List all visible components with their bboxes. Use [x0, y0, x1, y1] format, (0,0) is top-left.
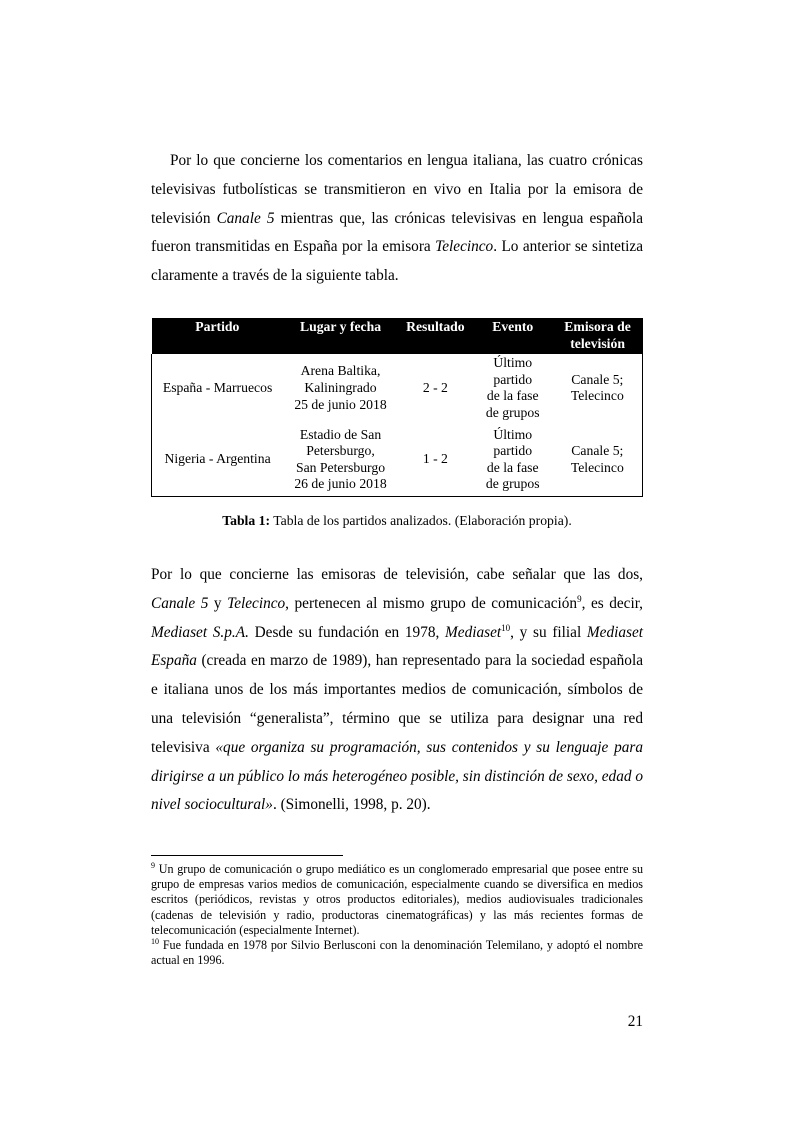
- text-run: . (Simonelli, 1998, p. 20).: [272, 796, 431, 814]
- footnotes: [151, 862, 643, 968]
- footnote-number: 9: [151, 861, 155, 870]
- text-run: Desde su fundación en 1978,: [248, 623, 446, 641]
- event-cell: [473, 354, 553, 426]
- footnote-divider: [151, 855, 343, 856]
- text-run: , es decir,: [581, 594, 644, 612]
- cell-line: San Petersburgo: [295, 459, 386, 475]
- text-run: mientras que, las crónicas televisivas en lengua española fueron transmitidas en España por la emisora: [151, 209, 643, 256]
- text-run: Por lo que concierne las emisoras de televisión, cabe señalar que las dos,: [151, 566, 643, 583]
- table-caption: [151, 513, 643, 529]
- venue-date-cell: [283, 354, 398, 426]
- column-header: Emisora de televisión: [553, 318, 643, 354]
- company-name: Mediaset: [445, 623, 502, 641]
- caption-label: Tabla 1:: [222, 513, 271, 528]
- quotation: «que organiza su programación, sus contenidos y su lenguaje para dirigirse a un público lo más heterogéneo posible, sin distinción de sexo, edad o nivel sociocultural»: [151, 738, 643, 814]
- cell-line: de grupos: [485, 476, 540, 492]
- caption-text: Tabla de los partidos analizados. (Elaboración propia).: [270, 513, 572, 528]
- broadcasters-paragraph: [151, 561, 643, 820]
- column-header: Resultado: [398, 318, 473, 354]
- company-name: Mediaset España: [151, 623, 643, 670]
- text-run: . Lo anterior se sintetiza claramente a través de la siguiente tabla.: [151, 238, 643, 285]
- footnote-10: [151, 938, 643, 968]
- venue-date-cell: [283, 427, 398, 497]
- channel-name-canale5: Canale 5: [216, 209, 275, 227]
- cell-line: Petersburgo,: [306, 443, 375, 459]
- cell-line: Arena Baltika,: [300, 363, 381, 379]
- broadcaster-cell: [553, 354, 643, 426]
- footnote-ref-9[interactable]: 9: [577, 593, 582, 604]
- footnote-text: Fue fundada en 1978 por Silvio Berlusconi con la denominación Telemilano, y adoptó el nombre actual en 1996.: [151, 938, 643, 968]
- cell-line: partido: [493, 443, 533, 459]
- table-header-row: [152, 318, 643, 354]
- footnote-number: 10: [151, 937, 159, 947]
- intro-paragraph: [151, 147, 643, 291]
- column-header: Lugar y fecha: [283, 318, 398, 354]
- broadcaster-cell: [553, 427, 643, 497]
- text-run: , y su filial: [510, 623, 587, 641]
- matches-table: [151, 318, 643, 497]
- cell-line: de la fase: [486, 459, 539, 475]
- footnote-ref-10[interactable]: 10: [501, 622, 511, 633]
- cell-line: partido: [493, 371, 533, 387]
- channel-name-telecinco: Telecinco: [435, 238, 494, 256]
- table-row: [152, 354, 643, 426]
- cell-line: Canale 5;: [571, 371, 624, 387]
- channel-name-telecinco: Telecinco: [227, 594, 286, 612]
- cell-line: Canale 5;: [571, 443, 624, 459]
- cell-line: de grupos: [485, 404, 540, 420]
- cell-line: Último: [493, 426, 533, 442]
- column-header: Partido: [152, 318, 284, 354]
- cell-line: 25 de junio 2018: [294, 396, 387, 412]
- page-number: 21: [627, 1013, 643, 1030]
- channel-name-canale5: Canale 5: [151, 594, 209, 612]
- column-header: Evento: [473, 318, 553, 354]
- match-cell: España - Marruecos: [162, 380, 273, 396]
- result-cell: 2 - 2: [422, 380, 448, 396]
- footnote-9: [151, 862, 643, 938]
- company-name: Mediaset S.p.A.: [151, 623, 249, 641]
- cell-line: Telecinco: [570, 388, 624, 404]
- text-run: , pertenecen al mismo grupo de comunicación: [285, 594, 578, 612]
- text-run: (creada en marzo de 1989), han representado para la sociedad española e italiana unos de los más importantes medios de comunicación, símbolos de una televisión “generalista”, término que se utiliza para designar una red televisiva: [151, 652, 643, 756]
- cell-line: Telecinco: [570, 459, 624, 475]
- cell-line: 26 de junio 2018: [294, 476, 387, 492]
- cell-line: Kaliningrado: [304, 380, 377, 396]
- text-run: y: [208, 594, 228, 612]
- table-row: [152, 427, 643, 497]
- event-cell: [473, 427, 553, 497]
- cell-line: Último: [493, 355, 533, 371]
- cell-line: Estadio de San: [299, 426, 382, 442]
- text-run: Por lo que concierne los comentarios en lengua italiana, las cuatro crónicas televisivas futbolísticas se transmitieron en vivo en Italia por la emisora de televisión: [151, 152, 643, 227]
- cell-line: de la fase: [486, 388, 539, 404]
- match-cell: Nigeria - Argentina: [164, 451, 271, 467]
- result-cell: 1 - 2: [422, 451, 448, 467]
- footnote-text: Un grupo de comunicación o grupo mediático es un conglomerado empresarial que posee entre su grupo de empresas varios medios de comunicación, especialmente cuando se diversifica en medios escritos (periódicos, revistas y otros productos editoriales), medios audiovisuales tradicionales (cadenas de televisión y radio, productoras cinematográficas) y las más recientes formas de telecomunicación (especialmente Internet).: [151, 862, 643, 937]
